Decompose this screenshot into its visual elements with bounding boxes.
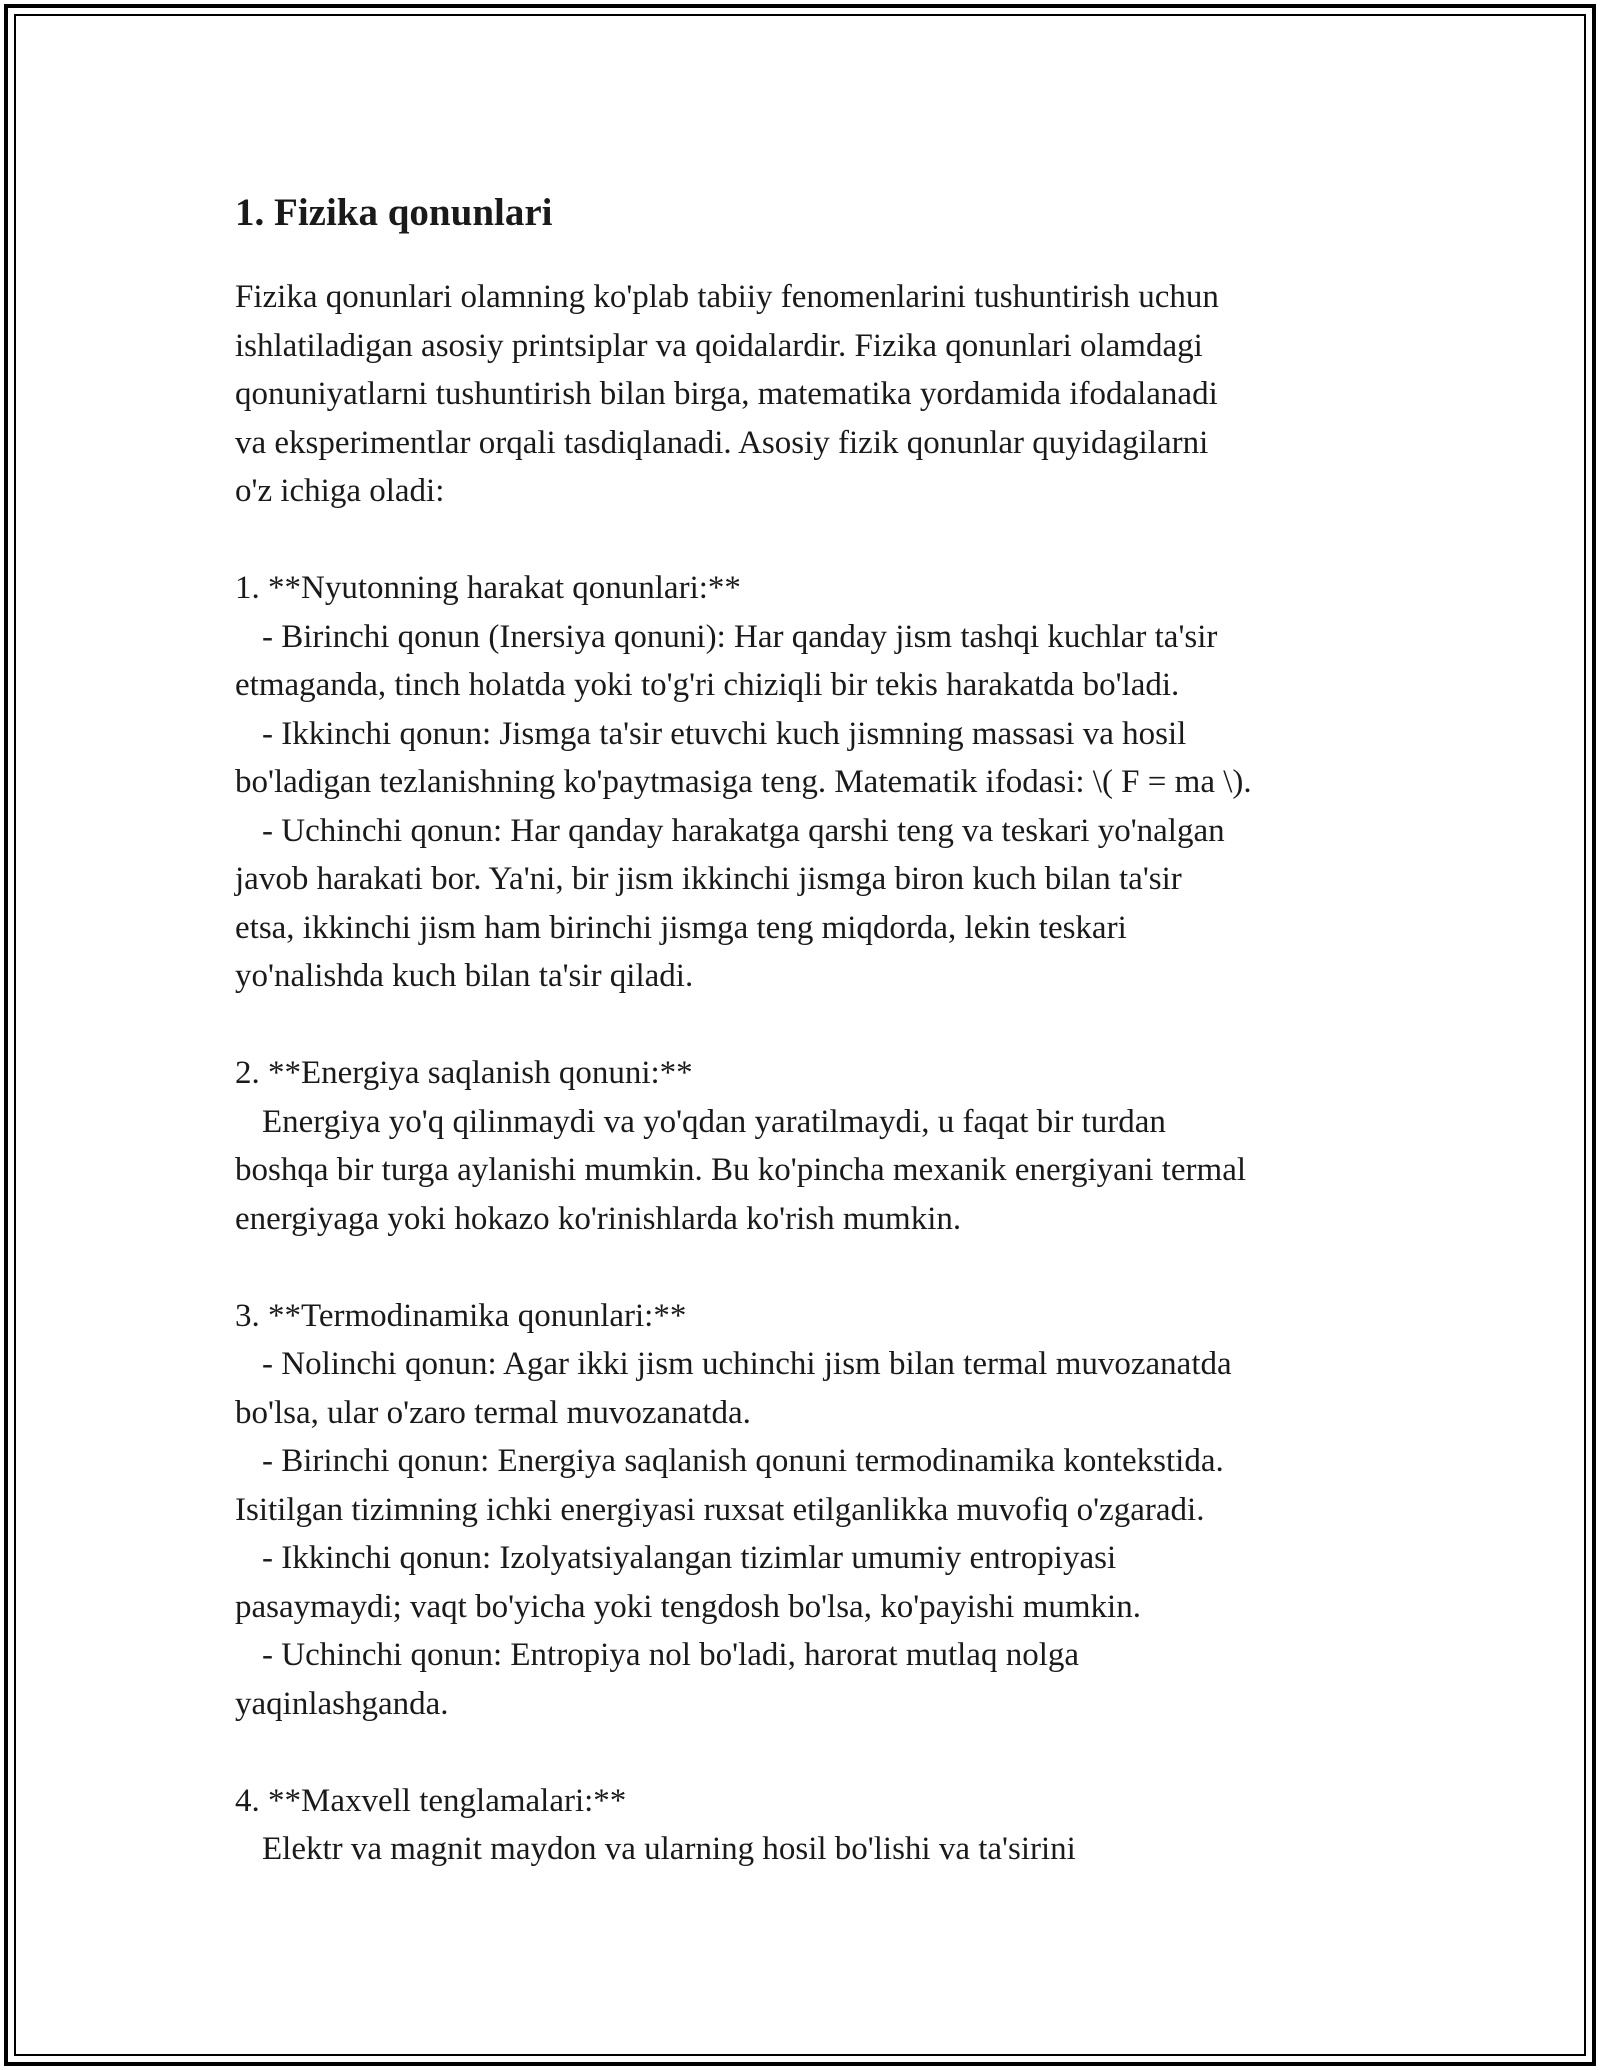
section-newton-laws [235,564,1385,1001]
section-maxwell-equations [235,1777,1385,1874]
blank-line [235,516,1385,565]
blank-line [235,1001,1385,1050]
section-line: - Uchinchi qonun: Har qanday harakatga qarshi teng va teskari yo'nalgan [262,812,1225,849]
section-heading: 2. **Energiya saqlanish qonuni:** [235,1055,693,1091]
section-line: Energiya yo'q qilinmaydi va yo'qdan yaratilmaydi, u faqat bir turdan [262,1103,1166,1140]
section-heading: 3. **Termodinamika qonunlari:** [235,1297,687,1334]
section-heading: 4. **Maxvell tenglamalari:** [235,1782,627,1819]
section-line: pasaymaydi; vaqt bo'yicha yoki tengdosh bo'lsa, ko'payishi mumkin. [235,1588,1141,1625]
intro-paragraph [235,273,1385,516]
section-line: - Ikkinchi qonun: Jismga ta'sir etuvchi kuch jismning massasi va hosil [262,715,1187,752]
section-line: - Uchinchi qonun: Entropiya nol bo'ladi, harorat mutlaq nolga [262,1637,1080,1673]
intro-line: Fizika qonunlari olamning ko'plab tabiiy fenomenlarini tushuntirish uchun [235,279,1219,315]
section-line: - Ikkinchi qonun: Izolyatsiyalangan tizimlar umumiy entropiyasi [262,1540,1117,1576]
section-line: - Birinchi qonun: Energiya saqlanish qonuni termodinamika kontekstida. [262,1443,1224,1479]
section-line: Isitilgan tizimning ichki energiyasi ruxsat etilganlikka muvofiq o'zgaradi. [235,1491,1205,1528]
section-thermodynamics [235,1292,1385,1729]
blank-line [235,1728,1385,1777]
section-line: Elektr va magnit maydon va ularning hosil bo'lishi va ta'sirini [262,1831,1076,1867]
document-page [235,185,1385,1874]
section-line: etmaganda, tinch holatda yoki to'g'ri chiziqli bir tekis harakatda bo'ladi. [235,667,1180,703]
section-line: - Birinchi qonun (Inersiya qonuni): Har qanday jism tashqi kuchlar ta'sir [262,618,1218,655]
intro-line: qonuniyatlarni tushuntirish bilan birga, matematika yordamida ifodalanadi [235,376,1218,412]
intro-line: va eksperimentlar orqali tasdiqlanadi. Asosiy fizik qonunlar quyidagilarni [235,424,1209,461]
section-energy-conservation [235,1049,1385,1243]
blank-line [235,1243,1385,1292]
section-line: - Nolinchi qonun: Agar ikki jism uchinchi jism bilan termal muvozanatda [262,1346,1232,1382]
section-line: energiyaga yoki hokazo ko'rinishlarda ko'rish mumkin. [235,1200,962,1237]
intro-line: o'z ichiga oladi: [235,473,445,509]
document-title: 1. Fizika qonunlari [235,191,553,234]
section-line: yo'nalishda kuch bilan ta'sir qiladi. [235,958,694,994]
section-line: bo'ladigan tezlanishning ko'paytmasiga teng. Matematik ifodasi: \( F = ma \). [235,764,1252,800]
section-line: javob harakati bor. Ya'ni, bir jism ikkinchi jismga biron kuch bilan ta'sir [235,861,1182,897]
section-line: boshqa bir turga aylanishi mumkin. Bu ko'pincha mexanik energiyani termal [235,1152,1247,1188]
section-line: bo'lsa, ular o'zaro termal muvozanatda. [235,1394,751,1431]
section-line: etsa, ikkinchi jism ham birinchi jismga teng miqdorda, lekin teskari [235,909,1127,946]
intro-line: ishlatiladigan asosiy printsiplar va qoidalardir. Fizika qonunlari olamdagi [235,327,1203,364]
section-line: yaqinlashganda. [235,1685,449,1722]
section-heading: 1. **Nyutonning harakat qonunlari:** [235,570,741,606]
